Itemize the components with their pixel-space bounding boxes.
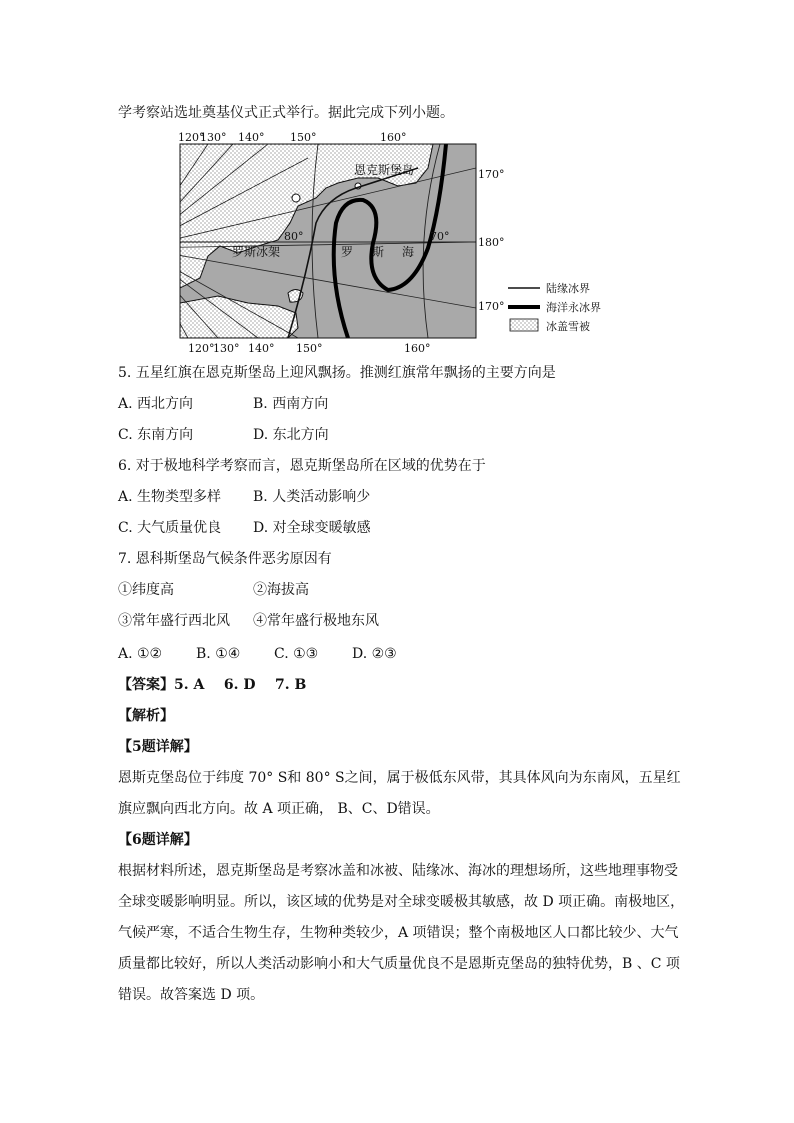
detail-5-line-1: 恩斯克堡岛位于纬度 70° S和 80° S之间，属于极低东风带，其具体风向为东南风，五星红 bbox=[118, 770, 681, 786]
analysis-title: 【解析】 bbox=[118, 708, 174, 724]
sea-label-1: 罗 bbox=[341, 245, 354, 259]
q7-statement-1: ①纬度高 bbox=[118, 582, 174, 598]
bottom-lon-130: 130° bbox=[213, 342, 240, 355]
bottom-lon-150: 150° bbox=[296, 342, 323, 355]
q5-options-row2 bbox=[118, 425, 329, 445]
q7-statement-3: ③常年盛行西北风 bbox=[118, 613, 230, 629]
intro-text: 学考察站选址奠基仪式正式举行。据此完成下列小题。 bbox=[118, 105, 454, 121]
top-lon-150: 150° bbox=[290, 131, 317, 144]
detail-6-line-1: 根据材料所述，恩克斯堡岛是考察冰盖和冰被、陆缘冰、海冰的理想场所，这些地理事物受 bbox=[118, 863, 678, 879]
q7-statements-row2 bbox=[118, 611, 379, 631]
q6-option-b: B. 人类活动影响少 bbox=[253, 489, 371, 505]
lat-70-label: 70° bbox=[430, 230, 450, 243]
q7-option-d: D. ②③ bbox=[352, 646, 397, 662]
island-label: 恩克斯堡岛 bbox=[354, 163, 415, 177]
right-lon-180: 180° bbox=[478, 236, 505, 249]
q7-statement-4: ④常年盛行极地东风 bbox=[253, 613, 379, 629]
legend-ice-cap: 冰盖雪被 bbox=[546, 320, 590, 333]
q7-statement-2: ②海拔高 bbox=[253, 582, 309, 598]
bottom-lon-160: 160° bbox=[404, 342, 431, 355]
detail-6-line-4: 质量都比较好，所以人类活动影响小和大气质量优良不是恩斯克堡岛的独特优势，B 、C 项 bbox=[118, 956, 680, 972]
q5-options-row1 bbox=[118, 394, 328, 414]
q7-option-c: C. ①③ bbox=[274, 646, 319, 662]
detail-6-line-5: 错误。故答案选 D 项。 bbox=[118, 987, 265, 1003]
top-lon-160: 160° bbox=[380, 131, 407, 144]
q6-option-d: D. 对全球变暖敏感 bbox=[253, 520, 371, 536]
q6-options-row2 bbox=[118, 518, 371, 538]
ice-shelf-label: 罗斯冰架 bbox=[232, 245, 281, 259]
q5-option-a: A. 西北方向 bbox=[118, 396, 194, 412]
top-lon-120: 120° bbox=[178, 131, 205, 144]
q5-option-b: B. 西南方向 bbox=[253, 396, 329, 412]
right-lon-170-top: 170° bbox=[478, 168, 505, 181]
detail-5-title: 【5题详解】 bbox=[118, 739, 198, 755]
q6-option-a: A. 生物类型多样 bbox=[118, 489, 222, 505]
detail-6-title: 【6题详解】 bbox=[118, 832, 198, 848]
detail-5-line-2: 旗应飘向西北方向。故 A 项正确， B、C、D错误。 bbox=[118, 801, 440, 817]
q7-options bbox=[118, 644, 397, 664]
q6-options-row1 bbox=[118, 487, 370, 507]
q5-stem: 5. 五星红旗在恩克斯堡岛上迎风飘扬。推测红旗常年飘扬的主要方向是 bbox=[118, 365, 556, 381]
legend-sea-ice: 海洋永冰界 bbox=[546, 301, 601, 314]
top-lon-130: 130° bbox=[200, 131, 227, 144]
bottom-lon-140: 140° bbox=[248, 342, 275, 355]
lat-80-label: 80° bbox=[284, 230, 304, 243]
answer-line: 【答案】5. A 6. D 7. B bbox=[118, 677, 307, 693]
q7-stem: 7. 恩科斯堡岛气候条件恶劣原因有 bbox=[118, 551, 332, 567]
q7-option-a: A. ①② bbox=[118, 646, 163, 662]
q6-option-c: C. 大气质量优良 bbox=[118, 520, 222, 536]
q7-option-b: B. ①④ bbox=[196, 646, 241, 662]
sea-label-2: 斯 bbox=[372, 245, 385, 259]
q5-option-d: D. 东北方向 bbox=[253, 427, 329, 443]
detail-6-line-3: 气候严寒，不适合生物生存，生物种类较少，A 项错误；整个南极地区人口都比较少、大气 bbox=[118, 925, 679, 941]
top-lon-140: 140° bbox=[238, 131, 265, 144]
right-lon-170-bottom: 170° bbox=[478, 300, 505, 313]
legend-ice-cap-symbol bbox=[510, 319, 538, 331]
sea-label-3: 海 bbox=[402, 245, 415, 259]
detail-6-line-2: 全球变暖影响明显。所以，该区域的优势是对全球变暖极其敏感，故 D 项正确。南极地区， bbox=[118, 894, 685, 910]
q6-stem: 6. 对于极地科学考察而言，恩克斯堡岛所在区域的优势在于 bbox=[118, 458, 486, 474]
legend-coastal-ice: 陆缘冰界 bbox=[546, 282, 590, 295]
ross-sea-map bbox=[178, 128, 618, 358]
q5-option-c: C. 东南方向 bbox=[118, 427, 194, 443]
q7-statements-row1 bbox=[118, 580, 309, 600]
bottom-lon-120: 120° bbox=[188, 342, 215, 355]
